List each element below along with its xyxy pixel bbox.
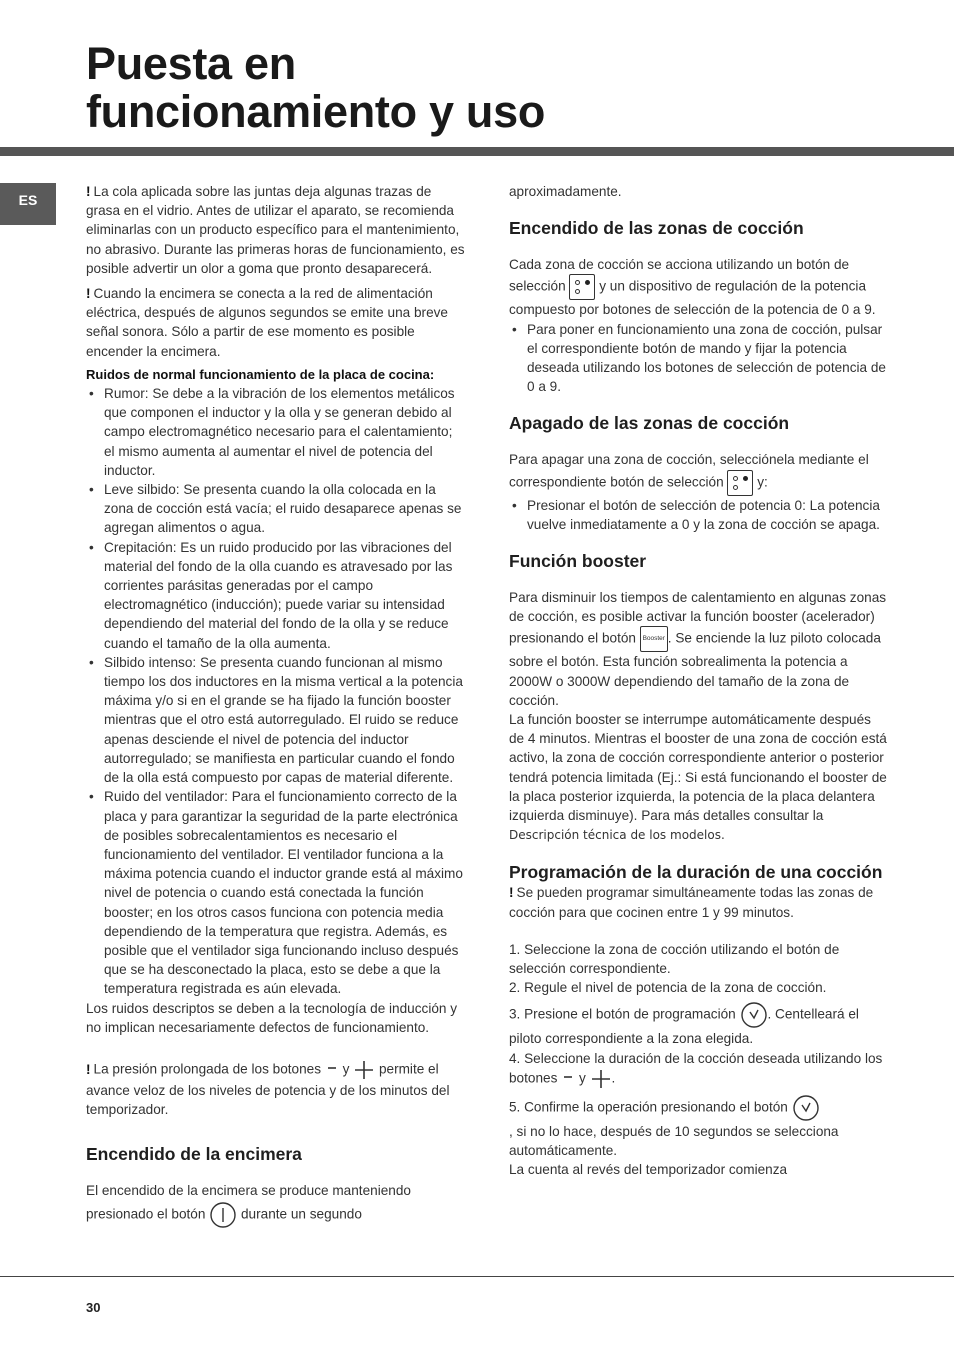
selection-button-icon [727, 470, 753, 496]
heading-encendido-encimera: Encendido de la encimera [86, 1144, 302, 1165]
noise-item-ventilador: • Ruido del ventilador: Para el funcionamiento correcto de la placa y para garantizar la seguridad de la parte electrónica de posibles sobrecalentamientos es necesario el funcionamiento del ventilador. El ventilador funciona a la máxima potencia cuando el inductor grande está al máximo nivel de potencia o cuando está conectada la función booster; en los otros casos funciona con potencia media dependiendo de la temperatura que registra. Además, es posible que el ventilador siga funcionando incluso después que se ha desconectado la placa, esto se debe a que la temperatura registrada es aún elevada. [86, 787, 466, 998]
booster-details: La función booster se interrumpe automáticamente después de 4 minutos. Mientras el booster de una zona de cocción está activo, la zona de cocción correspondiente anterior o posterior tendrá potencia limitada (Ej.: Si está funcionando el booster de la placa posterior izquierda, la potencia de la placa delantera izquierda disminuye). Para más detalles consultar la Descripción técnica de los modelos. [509, 712, 887, 843]
noise-item-rumor: • Rumor: Se debe a la vibración de los elementos metálicos que componen el inductor y la olla y se generan debido al campo electromagnético necesario para el calentamiento; el mismo aumenta al aumentar el nivel de potencia del inductor. [86, 384, 466, 480]
booster-button-icon: Booster [640, 626, 668, 652]
title-line-1: Puesta en [86, 38, 296, 89]
apagado-item: • Presionar el botón de selección de potencia 0: La potencia vuelve inmediatamente a 0 y la zona de cocción se apaga. [509, 496, 889, 534]
continuation-text: aproximadamente. [509, 184, 622, 199]
encendido-text: El encendido de la encimera se produce manteniendo presionado el botón durante un segundo [86, 1181, 466, 1228]
timer-button-icon [792, 1094, 820, 1122]
page-number: 30 [86, 1300, 101, 1315]
minus-icon [325, 1063, 339, 1077]
selection-button-icon [569, 274, 595, 300]
countdown-text: La cuenta al revés del temporizador comienza [509, 1162, 788, 1178]
warning-mark: ! [86, 1061, 91, 1077]
language-tab: ES [0, 183, 56, 225]
heading-funcion-booster: Función booster [509, 551, 647, 572]
noise-item-crepitacion: • Crepitación: Es un ruido producido por las vibraciones del material del fondo de la olla cuando es atravesado por las corrientes parásitas generadas por el campo electromagnético (inducción); puede variar su intensidad dependiendo del material del fondo de la olla y se reduce cuando el tamaño de la olla aumenta. [86, 538, 466, 653]
technical-description-reference: Descripción técnica de los modelos. [509, 828, 725, 843]
zonas-item: • Para poner en funcionamiento una zona de cocción, pulsar el correspondiente botón de mando y fijar la potencia deseada utilizando los botones de selección de potencia de 0 a 9. [509, 320, 889, 397]
left-column [86, 182, 466, 1229]
heading-programacion: Programación de la duración de una cocción [509, 862, 883, 883]
heading-encendido-zonas: Encendido de las zonas de cocción [509, 218, 804, 239]
footer-rule [0, 1276, 954, 1277]
step-1: 1. Seleccione la zona de cocción utilizando el botón de selección correspondiente. [509, 941, 840, 977]
page-title [86, 40, 545, 136]
minus-icon [561, 1072, 575, 1086]
timer-button-icon [740, 1001, 768, 1029]
step-2: 2. Regule el nivel de potencia de la zona de cocción. [509, 980, 827, 996]
booster-text: Para disminuir los tiempos de calentamiento en algunas zonas de cocción, es posible activar la función booster (acelerador) presionando el botón Booster . Se enciende la luz piloto colocada sobre el botón. Esta función sobrealimenta la potencia a 2000W o 3000W dependiendo del tamaño de la zona de cocción. [509, 590, 887, 708]
note-glue: ! La cola aplicada sobre las juntas deja algunas trazas de grasa en el vidrio. Antes de utilizar el aparato, se recomienda eliminarlas con un producto específico para el mantenimiento, no abrasivo. Durante las primeras horas de funcionamiento, es posible advertir un olor a goma que pronto desaparecerá. [86, 184, 465, 276]
warning-mark: ! [509, 885, 514, 901]
power-button-icon [209, 1201, 237, 1229]
right-column [509, 182, 889, 1180]
apagado-text: Para apagar una zona de cocción, selecciónela mediante el correspondiente botón de selección y: [509, 450, 889, 495]
header-rule [0, 147, 954, 156]
note-long-press: ! La presión prolongada de los botones y permite el avance veloz de los niveles de potencia y de los minutos del temporizador. [86, 1059, 466, 1119]
warning-mark: ! [86, 286, 91, 302]
plus-icon [590, 1068, 612, 1090]
programacion-note: ! Se pueden programar simultáneamente todas las zonas de cocción para que cocinen entre 1 y 99 minutos. [509, 885, 874, 920]
noise-item-silbido-intenso: • Silbido intenso: Se presenta cuando funcionan al mismo tiempo los dos inductores en la misma vertical a la potencia máxima y/o si en el grande se ha fijado la función booster mientras que el otro está autorregulado. El ruido se reduce apenas desciende el nivel de potencia del inductor autorregulado; se manifiesta en particular cuando el fondo de la olla está compuesto por capas de material diferente. [86, 653, 466, 787]
warning-mark: ! [86, 184, 91, 199]
plus-icon [353, 1059, 375, 1081]
noise-footer: Los ruidos descriptos se deben a la tecnología de inducción y no implican necesariamente defectos de funcionamiento. [86, 1000, 458, 1035]
title-line-2: funcionamiento y uso [86, 86, 546, 137]
noise-item-leve-silbido: • Leve silbido: Se presenta cuando la olla colocada en la zona de cocción está vacía; el ruido desaparece apenas se agregan alimentos o agua. [86, 480, 466, 538]
noise-list [86, 384, 466, 999]
step-4: 4. Seleccione la duración de la cocción deseada utilizando los botones y . [509, 1049, 889, 1090]
note-power-connect: ! Cuando la encimera se conecta a la red de alimentación eléctrica, después de algunos segundos se emite una breve señal sonora. Sólo a partir de ese momento es posible encender la encimera. [86, 286, 448, 359]
zonas-list [509, 320, 889, 397]
step-5: 5. Confirme la operación presionando el botón , si no lo hace, después de 10 segundos se selecciona automáticamente. [509, 1094, 889, 1160]
step-3: 3. Presione el botón de programación . Centelleará el piloto correspondiente a la zona elegida. [509, 1001, 889, 1048]
heading-apagado-zonas: Apagado de las zonas de cocción [509, 413, 790, 434]
noise-heading: Ruidos de normal funcionamiento de la placa de cocina: [86, 366, 435, 382]
zonas-text: Cada zona de cocción se acciona utilizando un botón de selección y un dispositivo de regulación de la potencia compuesto por botones de selección de la potencia de 0 a 9. [509, 257, 876, 318]
apagado-list [509, 496, 889, 534]
